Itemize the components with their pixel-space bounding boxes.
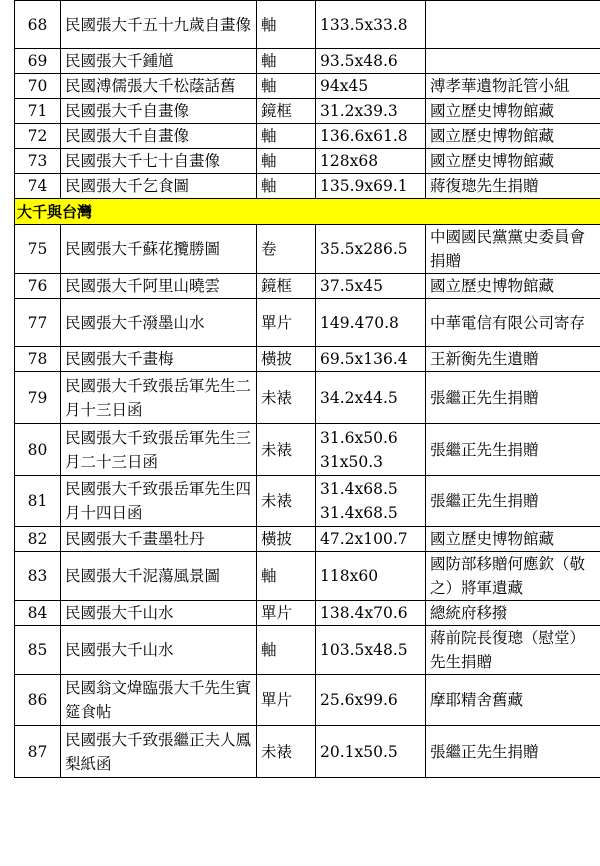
item-number: 70 (15, 74, 61, 99)
item-source: 溥孝華遺物託管小組 (426, 74, 600, 99)
item-source: 中華電信有限公司寄存 (426, 299, 600, 347)
item-number: 69 (15, 49, 61, 74)
item-number: 76 (15, 274, 61, 299)
item-size: 103.5x48.5 (316, 626, 426, 675)
item-number: 79 (15, 372, 61, 424)
item-format: 軸 (257, 49, 316, 74)
item-size: 35.5x286.5 (316, 225, 426, 274)
table-row (15, 527, 600, 552)
item-source: 國防部移贈何應欽（敬之）將軍遺藏 (426, 552, 600, 601)
item-number: 87 (15, 726, 61, 778)
item-number: 80 (15, 424, 61, 476)
item-source: 中國國民黨黨史委員會捐贈 (426, 225, 600, 274)
item-format: 卷 (257, 225, 316, 274)
item-size: 135.9x69.1 (316, 174, 426, 199)
item-format: 未裱 (257, 726, 316, 778)
table-row (15, 424, 600, 476)
item-format: 橫披 (257, 527, 316, 552)
item-source: 張繼正先生捐贈 (426, 726, 600, 778)
table-row (15, 726, 600, 778)
item-number: 73 (15, 149, 61, 174)
item-title: 民國張大千山水 (61, 601, 257, 626)
item-format: 未裱 (257, 476, 316, 527)
item-size: 128x68 (316, 149, 426, 174)
table-row (15, 74, 600, 99)
item-number: 74 (15, 174, 61, 199)
item-size: 136.6x61.8 (316, 124, 426, 149)
item-size: 37.5x45 (316, 274, 426, 299)
item-title: 民國張大千蘇花攬勝圖 (61, 225, 257, 274)
item-source (426, 49, 600, 74)
item-format: 橫披 (257, 347, 316, 372)
item-format: 未裱 (257, 424, 316, 476)
table-row (15, 274, 600, 299)
item-source: 張繼正先生捐贈 (426, 476, 600, 527)
section-title: 大千與台灣 (15, 199, 600, 225)
item-source: 國立歷史博物館藏 (426, 527, 600, 552)
table-row (15, 626, 600, 675)
item-size: 118x60 (316, 552, 426, 601)
item-format: 軸 (257, 149, 316, 174)
item-number: 82 (15, 527, 61, 552)
item-title: 民國張大千泥蕩風景圖 (61, 552, 257, 601)
item-format: 單片 (257, 299, 316, 347)
table-row (15, 49, 600, 74)
item-format: 軸 (257, 626, 316, 675)
item-size: 149.470.8 (316, 299, 426, 347)
catalog-table (14, 0, 600, 778)
item-size: 31.6x50.6 31x50.3 (316, 424, 426, 476)
item-number: 71 (15, 99, 61, 124)
item-title: 民國張大千自畫像 (61, 99, 257, 124)
item-title: 民國張大千致張岳軍先生二月十三日函 (61, 372, 257, 424)
item-size: 31.4x68.5 31.4x68.5 (316, 476, 426, 527)
item-format: 鏡框 (257, 99, 316, 124)
table-row (15, 1, 600, 49)
item-number: 81 (15, 476, 61, 527)
table-row (15, 675, 600, 726)
item-source: 蔣復璁先生捐贈 (426, 174, 600, 199)
item-format: 軸 (257, 174, 316, 199)
item-title: 民國翁文煒臨張大千先生賓筵食帖 (61, 675, 257, 726)
item-number: 72 (15, 124, 61, 149)
item-size: 69.5x136.4 (316, 347, 426, 372)
item-size: 138.4x70.6 (316, 601, 426, 626)
item-number: 85 (15, 626, 61, 675)
table-row (15, 552, 600, 601)
table-row (15, 372, 600, 424)
item-format: 鏡框 (257, 274, 316, 299)
item-number: 75 (15, 225, 61, 274)
item-number: 68 (15, 1, 61, 49)
item-title: 民國張大千五十九歲自畫像 (61, 1, 257, 49)
item-number: 83 (15, 552, 61, 601)
item-title: 民國溥儒張大千松蔭話舊 (61, 74, 257, 99)
table-row (15, 299, 600, 347)
item-source: 國立歷史博物館藏 (426, 124, 600, 149)
item-title: 民國張大千致張繼正夫人鳳梨紙函 (61, 726, 257, 778)
item-number: 86 (15, 675, 61, 726)
item-number: 77 (15, 299, 61, 347)
table-row (15, 149, 600, 174)
item-title: 民國張大千自畫像 (61, 124, 257, 149)
item-source: 國立歷史博物館藏 (426, 274, 600, 299)
table-row (15, 476, 600, 527)
item-format: 單片 (257, 675, 316, 726)
item-title: 民國張大千山水 (61, 626, 257, 675)
item-format: 軸 (257, 74, 316, 99)
item-title: 民國張大千畫墨牡丹 (61, 527, 257, 552)
item-title: 民國張大千鍾馗 (61, 49, 257, 74)
item-title: 民國張大千乞食圖 (61, 174, 257, 199)
item-title: 民國張大千畫梅 (61, 347, 257, 372)
table-row (15, 99, 600, 124)
item-size: 20.1x50.5 (316, 726, 426, 778)
item-size: 31.2x39.3 (316, 99, 426, 124)
item-format: 軸 (257, 124, 316, 149)
section-header-row (15, 199, 600, 225)
item-format: 未裱 (257, 372, 316, 424)
item-source: 王新衡先生遺贈 (426, 347, 600, 372)
table-row (15, 601, 600, 626)
table-row (15, 124, 600, 149)
item-number: 78 (15, 347, 61, 372)
table-row (15, 174, 600, 199)
item-format: 單片 (257, 601, 316, 626)
item-title: 民國張大千七十自畫像 (61, 149, 257, 174)
item-source: 國立歷史博物館藏 (426, 149, 600, 174)
item-source: 國立歷史博物館藏 (426, 99, 600, 124)
item-title: 民國張大千致張岳軍先生三月二十三日函 (61, 424, 257, 476)
item-size: 133.5x33.8 (316, 1, 426, 49)
item-source: 蔣前院長復璁（慰堂）先生捐贈 (426, 626, 600, 675)
item-source (426, 1, 600, 49)
item-title: 民國張大千潑墨山水 (61, 299, 257, 347)
table-row (15, 225, 600, 274)
item-size: 93.5x48.6 (316, 49, 426, 74)
item-number: 84 (15, 601, 61, 626)
item-source: 摩耶精舍舊藏 (426, 675, 600, 726)
item-size: 25.6x99.6 (316, 675, 426, 726)
item-source: 張繼正先生捐贈 (426, 372, 600, 424)
item-size: 34.2x44.5 (316, 372, 426, 424)
item-title: 民國張大千致張岳軍先生四月十四日函 (61, 476, 257, 527)
item-size: 94x45 (316, 74, 426, 99)
item-format: 軸 (257, 552, 316, 601)
item-format: 軸 (257, 1, 316, 49)
item-title: 民國張大千阿里山曉雲 (61, 274, 257, 299)
item-source: 總統府移撥 (426, 601, 600, 626)
item-size: 47.2x100.7 (316, 527, 426, 552)
table-row (15, 347, 600, 372)
item-source: 張繼正先生捐贈 (426, 424, 600, 476)
